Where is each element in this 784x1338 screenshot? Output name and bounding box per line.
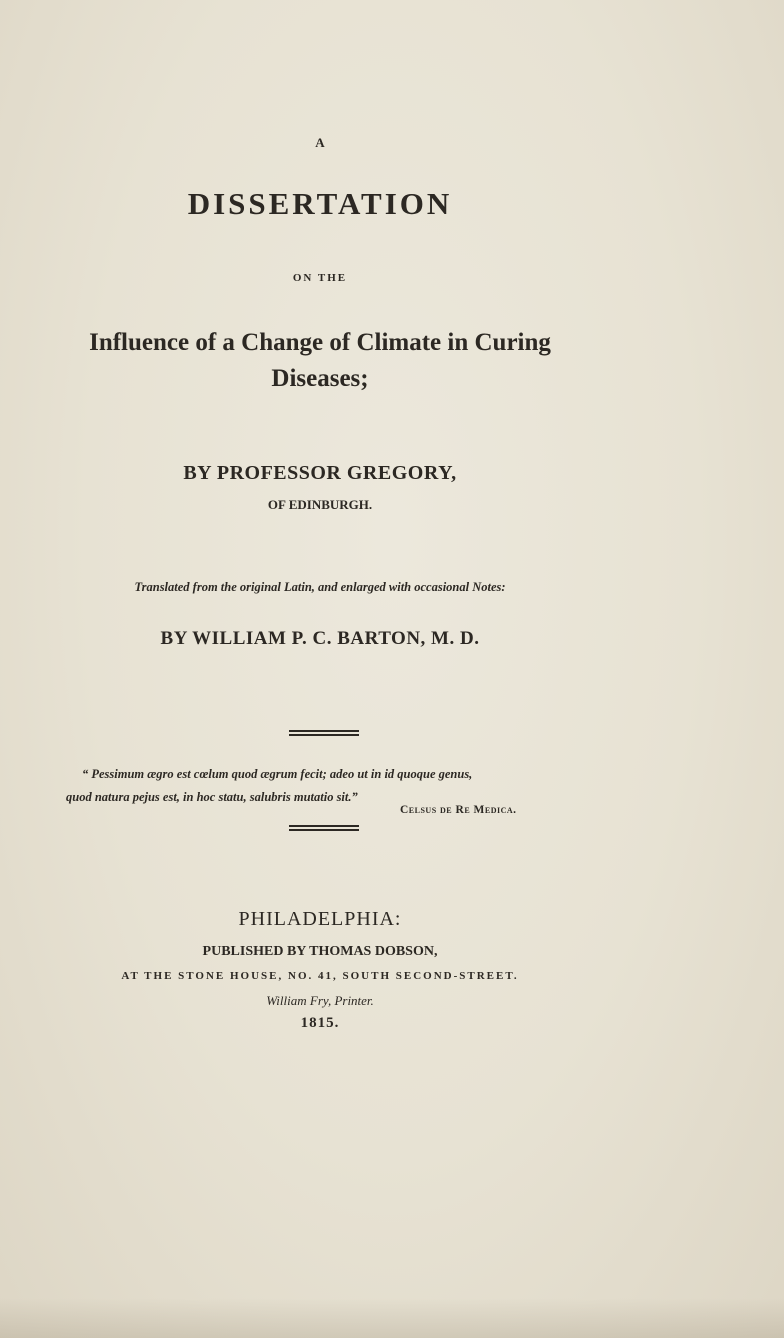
title-article: A xyxy=(315,135,325,150)
imprint-city: PHILADELPHIA: xyxy=(238,908,402,930)
epigraph xyxy=(66,763,596,809)
author-place: OF EDINBURGH. xyxy=(267,497,373,512)
epigraph-line2: quod natura pejus est, in hoc statu, salubris mutatio sit.” xyxy=(66,790,358,804)
translator-line: BY WILLIAM P. C. BARTON, M. D. xyxy=(160,628,480,649)
title-connector: ON THE xyxy=(292,272,348,284)
double-rule-bottom xyxy=(289,825,359,831)
author-line: BY PROFESSOR GREGORY, xyxy=(183,462,457,484)
subtitle-line1: Influence of a Change of Climate in Curing xyxy=(89,329,551,356)
epigraph-source: Celsus de Re Medica. xyxy=(400,804,517,816)
imprint-address: AT THE STONE HOUSE, NO. 41, SOUTH SECOND-STREET. xyxy=(121,970,519,982)
imprint-publisher: PUBLISHED BY THOMAS DOBSON, xyxy=(202,944,438,959)
imprint-year: 1815. xyxy=(300,1015,340,1031)
page-edge-shadow xyxy=(0,1298,784,1338)
double-rule-top xyxy=(289,730,359,736)
main-title: DISSERTATION xyxy=(187,186,453,221)
epigraph-line1: “ Pessimum ægro est cœlum quod ægrum fecit; adeo ut in id quoque genus, xyxy=(82,767,473,781)
translation-note: Translated from the original Latin, and enlarged with occasional Notes: xyxy=(134,580,506,594)
subtitle-line2: Diseases; xyxy=(271,365,369,392)
imprint-printer: William Fry, Printer. xyxy=(266,993,374,1008)
